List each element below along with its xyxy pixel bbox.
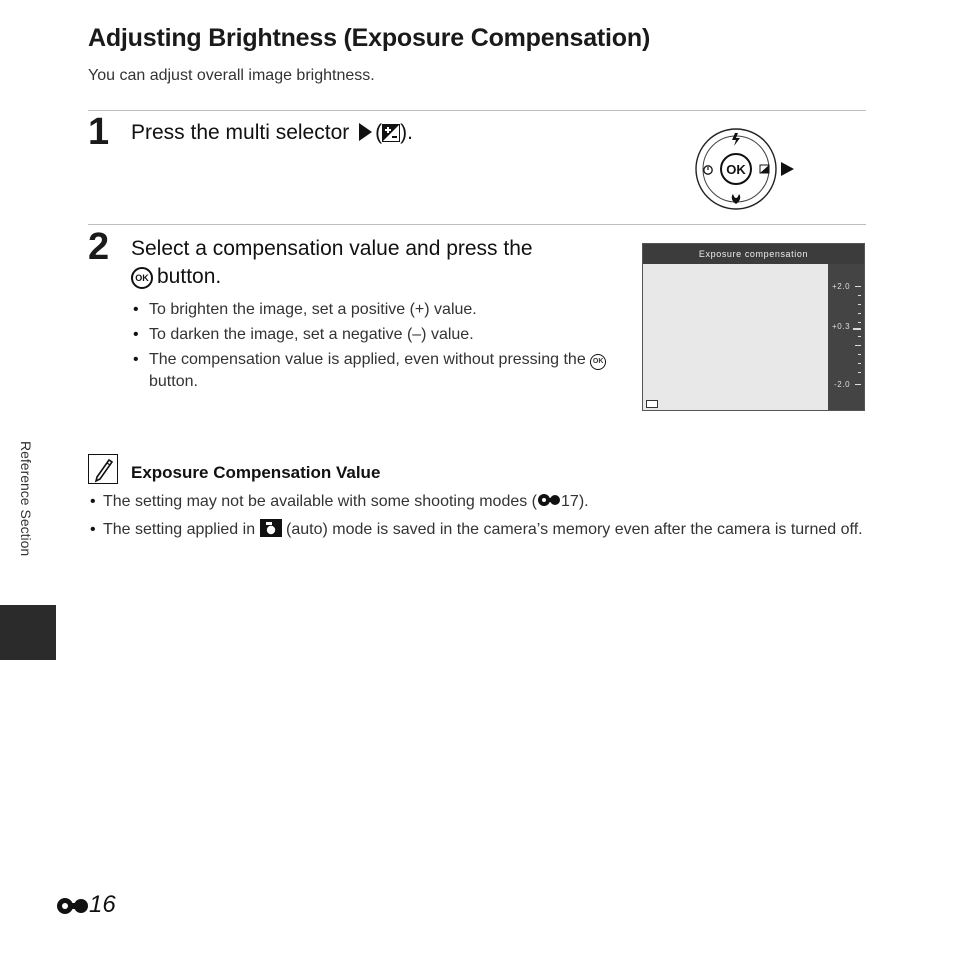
note-item [88,490,866,514]
step-1-paren-open: ( [375,121,383,144]
note-item-1-ref: 17 [561,493,579,510]
scale-tick [855,345,861,346]
bullet-item: • To darken the image, set a negative (–) value. [131,324,611,346]
note-item-2-after: (auto) mode is saved in the camera’s memory even after the camera is turned off. [286,521,863,538]
page-title: Adjusting Brightness (Exposure Compensation) [88,24,651,52]
bullet-item [131,349,611,393]
scale-tick [855,384,861,385]
scale-tick [858,295,861,296]
camera-auto-icon [260,519,282,537]
note-list [88,490,866,546]
step-1-text-before: Press the multi selector [131,121,350,144]
bullet-3-after: button. [149,373,198,390]
multi-selector-icon [695,128,799,210]
right-direction-arrow-icon [781,162,794,176]
note-item-1-before: The setting may not be available with some shooting modes ( [103,493,538,510]
camera-screen [642,243,865,411]
divider-1 [88,110,866,111]
ok-button-icon: OK [131,267,153,289]
scale-label-bottom: -2.0 [834,380,851,389]
divider-2 [88,224,866,225]
sidebar-section-label: Reference Section [18,441,34,557]
step-2-bullets [131,299,611,396]
page-number: 16 [89,891,116,918]
scale-tick [858,322,861,323]
intro-text: You can adjust overall image brightness. [88,67,375,84]
bullet-3-before: The compensation value is applied, even without pressing the [149,351,586,368]
footer-reference-icon [56,896,90,916]
scale-label-selected: +0.3 [832,322,851,331]
scale-tick [855,286,861,287]
note-item-2-before: The setting applied in [103,521,256,538]
footer-page-ref [56,896,90,921]
exposure-compensation-icon [382,124,400,142]
pencil-note-icon [88,454,118,484]
scale-tick [858,313,861,314]
scale-tick [858,354,861,355]
right-arrow-icon [359,123,372,141]
scale-tick [858,304,861,305]
battery-icon [646,400,658,408]
scale-tick [858,363,861,364]
ok-button-small-icon: OK [590,354,606,370]
sidebar-tab-marker [0,605,56,660]
step-2-number: 2 [88,226,110,268]
scale-tick-selected [853,328,861,330]
reference-section-icon [537,493,561,507]
screen-header: Exposure compensation [643,244,864,264]
bullet-item: • To brighten the image, set a positive (+) value. [131,299,611,321]
exposure-scale [828,264,864,410]
note-item [88,518,866,542]
step-1-text [131,119,413,147]
scale-tick [858,336,861,337]
step-1-paren-close: ). [400,121,413,144]
selector-ok-label: OK [726,162,746,177]
step-2-text-before: Select a compensation value and press the [131,237,533,260]
step-1-number: 1 [88,111,110,153]
note-heading: Exposure Compensation Value [131,463,381,482]
step-2-text [131,235,611,291]
scale-tick [858,372,861,373]
step-2-text-after: button. [157,265,222,288]
note-item-1-after: ). [578,493,589,510]
scale-label-top: +2.0 [832,282,851,291]
